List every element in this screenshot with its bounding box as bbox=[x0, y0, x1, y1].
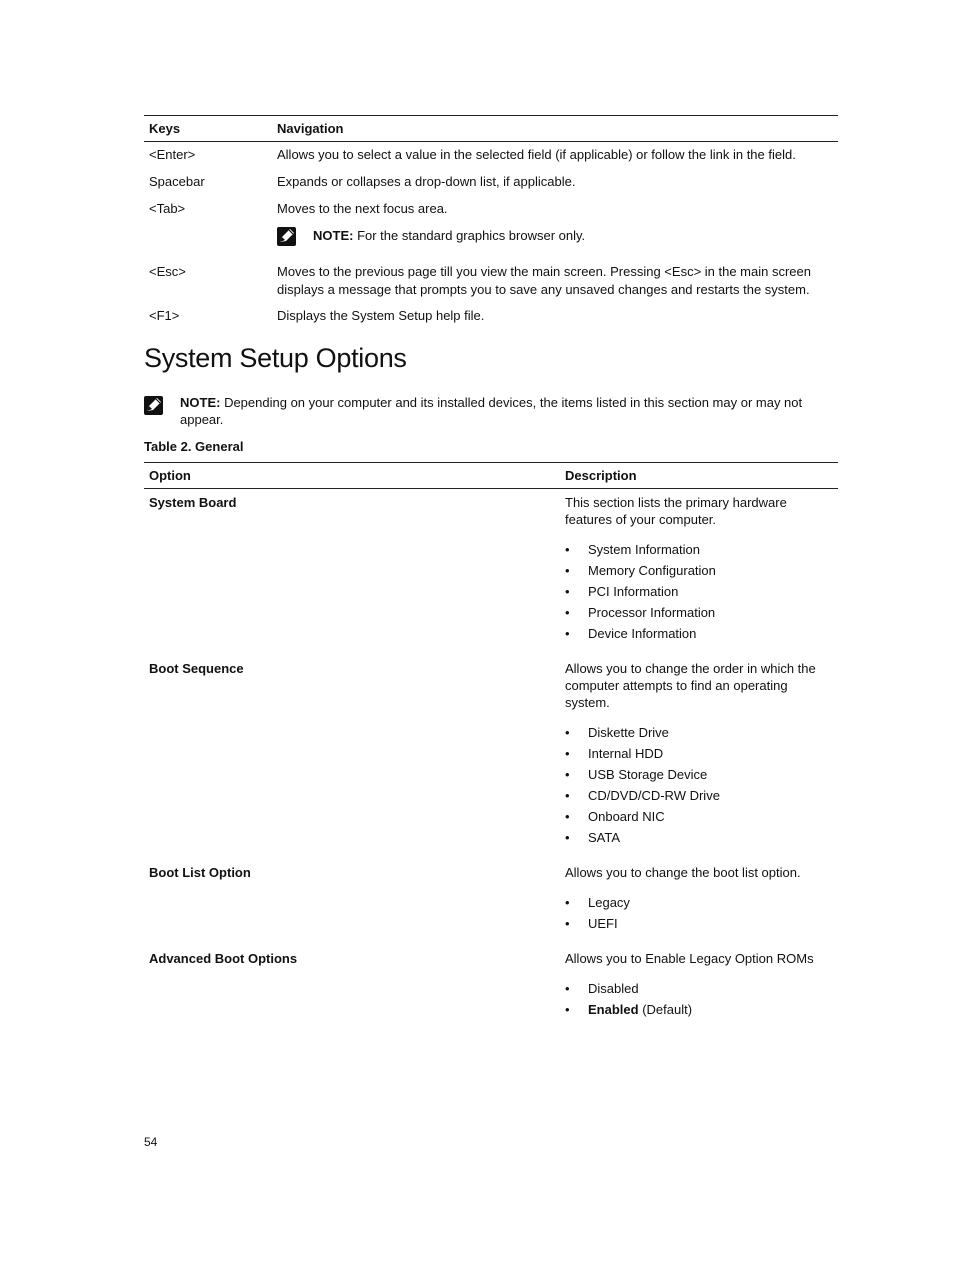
key-cell: <Enter> bbox=[149, 147, 196, 162]
keys-table-header bbox=[144, 115, 838, 142]
list-item-text: Onboard NIC bbox=[588, 809, 665, 824]
bullet: • bbox=[565, 767, 570, 782]
list-item-text: CD/DVD/CD-RW Drive bbox=[588, 788, 720, 803]
note-pencil-icon bbox=[144, 396, 163, 415]
list-item bbox=[565, 604, 827, 625]
list-item-text: PCI Information bbox=[588, 584, 679, 599]
list-item-text: Device Information bbox=[588, 626, 697, 641]
option-name: System Board bbox=[149, 495, 237, 510]
option-value-list bbox=[565, 541, 827, 646]
option-description: Allows you to Enable Legacy Option ROMs bbox=[565, 951, 814, 966]
note-pencil-icon bbox=[277, 227, 296, 246]
list-item bbox=[565, 562, 827, 583]
navigation-column-header: Navigation bbox=[277, 121, 344, 136]
list-item bbox=[565, 980, 827, 1001]
bullet: • bbox=[565, 563, 570, 578]
default-suffix: (Default) bbox=[638, 1002, 693, 1017]
bullet: • bbox=[565, 746, 570, 761]
keys-navigation-table bbox=[144, 115, 838, 323]
key-cell: <Esc> bbox=[149, 264, 186, 279]
section-note-text bbox=[180, 394, 820, 428]
list-item bbox=[565, 541, 827, 562]
list-item-text: Memory Configuration bbox=[588, 563, 716, 578]
option-value-list bbox=[565, 980, 827, 1022]
bullet: • bbox=[565, 626, 570, 641]
general-options-table bbox=[144, 462, 838, 1017]
list-item-text: Disabled bbox=[588, 981, 639, 996]
bullet: • bbox=[565, 725, 570, 740]
list-item bbox=[565, 583, 827, 604]
list-item-text: SATA bbox=[588, 830, 621, 845]
key-cell: Spacebar bbox=[149, 174, 205, 189]
list-item bbox=[565, 829, 827, 850]
list-item-text: UEFI bbox=[588, 916, 618, 931]
note-label: NOTE: bbox=[313, 228, 354, 243]
list-item bbox=[565, 766, 827, 787]
list-item bbox=[565, 808, 827, 829]
list-item-text: Processor Information bbox=[588, 605, 716, 620]
option-column-header: Option bbox=[149, 468, 191, 483]
bullet: • bbox=[565, 809, 570, 824]
keys-column-header: Keys bbox=[149, 121, 181, 136]
list-item bbox=[565, 745, 827, 766]
bullet: • bbox=[565, 895, 570, 910]
list-item-text: Internal HDD bbox=[588, 746, 664, 761]
page-number: 54 bbox=[144, 1135, 158, 1149]
navigation-cell: Expands or collapses a drop-down list, if applicable. bbox=[277, 174, 576, 189]
option-description: Allows you to change the boot list option. bbox=[565, 865, 801, 880]
list-item bbox=[565, 915, 827, 936]
list-item bbox=[565, 625, 827, 646]
bullet: • bbox=[565, 916, 570, 931]
option-description: Allows you to change the order in which the computer attempts to find an operating system. bbox=[565, 661, 816, 710]
bullet: • bbox=[565, 788, 570, 803]
general-table-header bbox=[144, 462, 838, 489]
note-body: For the standard graphics browser only. bbox=[353, 228, 586, 243]
list-item-text: USB Storage Device bbox=[588, 767, 708, 782]
default-value-label: Enabled bbox=[588, 1002, 639, 1017]
bullet: • bbox=[565, 605, 570, 620]
list-item bbox=[565, 1001, 827, 1022]
navigation-cell: Allows you to select a value in the selected field (if applicable) or follow the link in the field. bbox=[277, 147, 796, 162]
description-column-header: Description bbox=[565, 468, 637, 483]
note-label: NOTE: bbox=[180, 395, 221, 410]
list-item bbox=[565, 724, 827, 745]
list-item-text: System Information bbox=[588, 542, 700, 557]
key-cell: <Tab> bbox=[149, 201, 186, 216]
navigation-cell: Moves to the next focus area. bbox=[277, 201, 448, 216]
key-cell: <F1> bbox=[149, 308, 180, 323]
list-item bbox=[565, 787, 827, 808]
option-name: Advanced Boot Options bbox=[149, 951, 298, 966]
list-item-text bbox=[588, 1001, 692, 1018]
bullet: • bbox=[565, 584, 570, 599]
bullet: • bbox=[565, 542, 570, 557]
bullet: • bbox=[565, 830, 570, 845]
option-value-list bbox=[565, 724, 827, 850]
navigation-cell: Moves to the previous page till you view the main screen. Pressing <Esc> in the main screen displays a message that prompts you to save any unsaved changes and restarts the system. bbox=[277, 264, 811, 297]
tab-note bbox=[277, 227, 817, 249]
list-item bbox=[565, 894, 827, 915]
section-title: System Setup Options bbox=[144, 343, 407, 373]
tab-note-text bbox=[313, 228, 585, 243]
option-name: Boot Sequence bbox=[149, 661, 244, 676]
option-value-list bbox=[565, 894, 827, 936]
bullet: • bbox=[565, 981, 570, 996]
option-description: This section lists the primary hardware features of your computer. bbox=[565, 495, 787, 527]
list-item-text: Legacy bbox=[588, 895, 630, 910]
navigation-cell: Displays the System Setup help file. bbox=[277, 308, 485, 323]
bullet: • bbox=[565, 1002, 570, 1017]
note-body: Depending on your computer and its installed devices, the items listed in this section may or may not appear. bbox=[180, 395, 803, 427]
table-caption: Table 2. General bbox=[144, 439, 244, 454]
list-item-text: Diskette Drive bbox=[588, 725, 669, 740]
option-name: Boot List Option bbox=[149, 865, 251, 880]
